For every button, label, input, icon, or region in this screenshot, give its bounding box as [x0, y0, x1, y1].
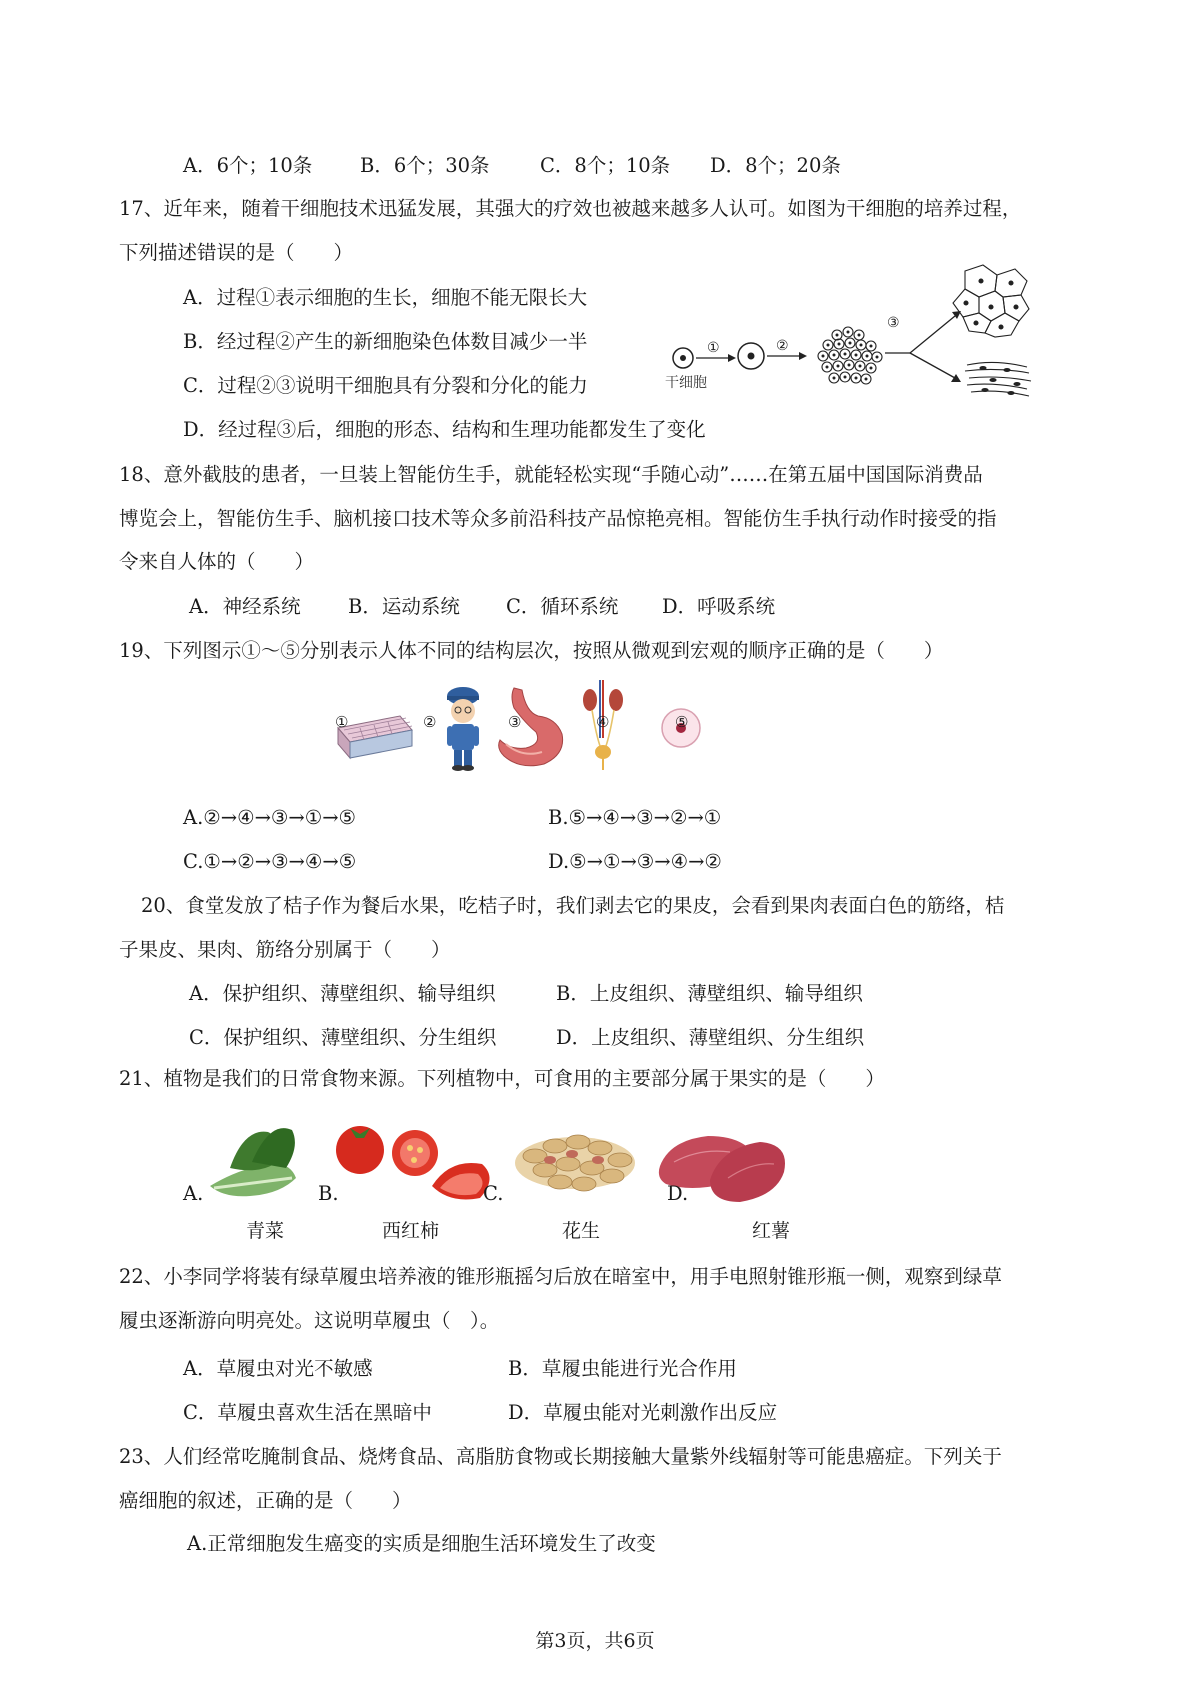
q18-stem-line3: 令来自人体的（ ）	[119, 550, 315, 573]
q20-option-d: D．上皮组织、薄壁组织、分生组织	[556, 1026, 865, 1049]
q21-option-c-letter: C.	[483, 1182, 504, 1205]
q16-option-c: C．8个；10条	[540, 154, 671, 177]
q22-option-b: B．草履虫能进行光合作用	[508, 1357, 737, 1380]
step3-label: ③	[887, 315, 900, 331]
q21-caption-b: 西红柿	[382, 1220, 440, 1242]
stem-cell-label: 干细胞	[665, 375, 707, 391]
q22-option-a: A．草履虫对光不敏感	[183, 1357, 373, 1380]
step1-label: ①	[707, 340, 720, 356]
q20-stem-line1: 20、食堂发放了桔子作为餐后水果，吃桔子时，我们剥去它的果皮，会看到果肉表面白色的筋络，桔	[141, 894, 1005, 917]
differentiated-cells-top	[953, 265, 1029, 337]
q18-option-b: B．运动系统	[348, 595, 460, 618]
q18-option-a: A．神经系统	[189, 595, 301, 618]
q20-option-a: A．保护组织、薄壁组织、输导组织	[189, 982, 496, 1005]
q20-stem-line2: 子果皮、果肉、筋络分别属于（ ）	[119, 938, 451, 961]
q19-option-d: D.⑤→①→③→④→②	[548, 850, 722, 873]
q18-stem-line2: 博览会上，智能仿生手、脑机接口技术等众多前沿科技产品惊艳亮相。智能仿生手执行动作时接受的指	[119, 507, 997, 530]
q19-option-a: A.②→④→③→①→⑤	[183, 806, 357, 829]
q19-stem-line1: 19、下列图示①～⑤分别表示人体不同的结构层次，按照从微观到宏观的顺序正确的是（ ）	[119, 639, 944, 662]
q19-option-b: B.⑤→④→③→②→①	[548, 806, 722, 829]
q21-option-a-letter: A.	[183, 1182, 204, 1205]
q18-option-d: D．呼吸系统	[662, 595, 776, 618]
q21-caption-a: 青菜	[246, 1220, 285, 1242]
q23-stem-line2: 癌细胞的叙述，正确的是（ ）	[119, 1489, 412, 1512]
tomato-image	[336, 1126, 490, 1200]
q21-option-d-letter: D.	[667, 1182, 689, 1205]
q16-option-a: A．6个；10条	[183, 154, 313, 177]
tissue-image	[338, 716, 412, 758]
differentiated-cells-bottom	[965, 362, 1031, 396]
q23-option-a: A.正常细胞发生癌变的实质是细胞生活环境发生了改变	[187, 1532, 656, 1555]
q19-label-3: ③	[508, 713, 522, 731]
grown-cell	[738, 343, 764, 369]
q19-label-2: ②	[423, 713, 437, 731]
q22-stem-line2: 履虫逐渐游向明亮处。这说明草履虫（ ）。	[119, 1309, 500, 1332]
q22-option-d: D．草履虫能对光刺激作出反应	[508, 1401, 778, 1424]
step2-label: ②	[776, 338, 789, 354]
q17-option-d: D．经过程③后，细胞的形态、结构和生理功能都发生了变化	[183, 418, 706, 441]
stem-cell	[673, 348, 693, 368]
q23-stem-line1: 23、人们经常吃腌制食品、烧烤食品、高脂肪食物或长期接触大量紫外线辐射等可能患癌症。下列关于	[119, 1445, 1002, 1468]
q17-option-a: A．过程①表示细胞的生长，细胞不能无限长大	[183, 286, 588, 309]
q21-option-b-letter: B.	[318, 1182, 339, 1205]
q17-stem-line2: 下列描述错误的是（ ）	[119, 241, 354, 264]
q19-label-5: ⑤	[675, 713, 689, 731]
q19-option-c: C.①→②→③→④→⑤	[183, 850, 357, 873]
q22-stem-line1: 22、小李同学将装有绿草履虫培养液的锥形瓶摇匀后放在暗室中，用手电照射锥形瓶一侧，观察到绿草	[119, 1265, 1002, 1288]
q19-label-4: ④	[596, 713, 610, 731]
page-footer: 第3页，共6页	[535, 1630, 655, 1652]
peanut-image	[515, 1135, 635, 1191]
q21-stem-line1: 21、植物是我们的日常食物来源。下列植物中，可食用的主要部分属于果实的是（ ）	[119, 1067, 885, 1090]
q19-images	[330, 678, 770, 778]
cell-cluster	[818, 327, 882, 384]
q21-images	[200, 1108, 850, 1208]
q21-caption-c: 花生	[562, 1220, 601, 1242]
person-image	[447, 687, 479, 771]
stem-cell-diagram	[665, 283, 1035, 403]
q18-stem-line1: 18、意外截肢的患者，一旦装上智能仿生手，就能轻松实现“手随心动”……在第五届中国国际消费品	[119, 463, 983, 486]
q16-option-b: B．6个；30条	[360, 154, 490, 177]
q17-option-c: C．过程②③说明干细胞具有分裂和分化的能力	[183, 374, 588, 397]
q16-option-d: D．8个；20条	[710, 154, 841, 177]
q17-stem-line1: 17、近年来，随着干细胞技术迅猛发展，其强大的疗效也被越来越多人认可。如图为干细胞的培养过程，	[119, 197, 1022, 220]
q19-label-1: ①	[335, 713, 349, 731]
q18-option-c: C．循环系统	[506, 595, 619, 618]
q22-option-c: C．草履虫喜欢生活在黑暗中	[183, 1401, 432, 1424]
bok-choy-image	[210, 1128, 296, 1196]
q17-option-b: B．经过程②产生的新细胞染色体数目减少一半	[183, 330, 588, 353]
q20-option-b: B．上皮组织、薄壁组织、输导组织	[556, 982, 863, 1005]
q20-option-c: C．保护组织、薄壁组织、分生组织	[189, 1026, 497, 1049]
q21-caption-d: 红薯	[752, 1220, 791, 1242]
